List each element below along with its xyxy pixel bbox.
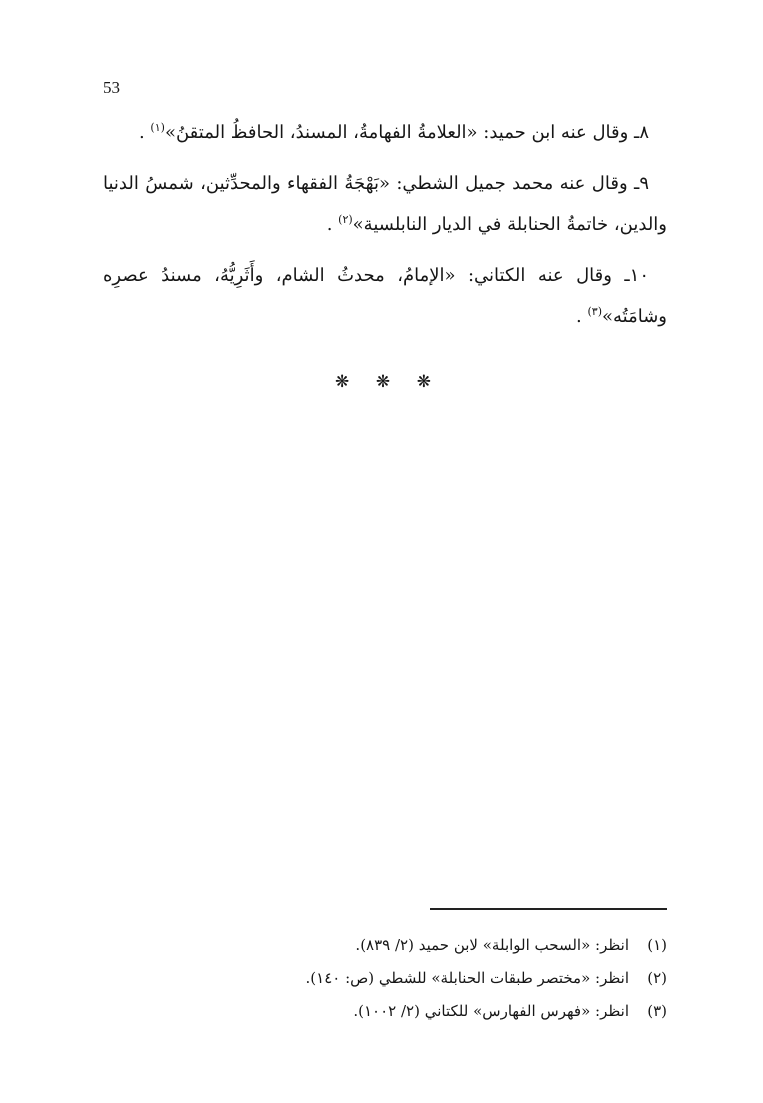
footnote (200, 995, 667, 1028)
footnote-text: انظر: «فهرس الفهارس» للكتاني (٢/ ١٠٠٢). (353, 1002, 629, 1020)
footnote-text: انظر: «السحب الوابلة» لابن حميد (٢/ ٨٣٩). (355, 936, 629, 954)
footnotes (200, 929, 667, 1028)
footnote-reference: (٣) (587, 305, 602, 318)
paragraph-text: ٨ـ وقال عنه ابن حميد: «العلامةُ الفهامةُ، المسندُ، الحافظُ المتقنُ» (164, 122, 649, 143)
separator-star-icon: ❋ (416, 372, 431, 392)
paragraph-8 (103, 112, 667, 153)
footnote-reference: (٢) (338, 213, 353, 226)
footnote-divider (430, 908, 667, 910)
footnote-number: (٣) (647, 1002, 667, 1020)
paragraph-10 (103, 255, 667, 337)
paragraph-text: ١٠ـ وقال عنه الكتاني: «الإمامُ، محدثُ الشام، وأَثَرِيُّهُ، مسندُ عصرِه وشامَتُه» (103, 265, 667, 327)
separator-star-icon: ❋ (375, 372, 391, 392)
section-separator (335, 372, 431, 392)
footnote (200, 929, 667, 962)
paragraph-end-mark: . (576, 306, 588, 327)
separator-star-icon: ❋ (335, 372, 350, 392)
footnote-number: (١) (647, 936, 667, 954)
paragraph-end-mark: . (326, 214, 339, 235)
body-text (103, 112, 667, 347)
footnote-reference: (١) (150, 121, 165, 134)
footnote-text: انظر: «مختصر طبقات الحنابلة» للشطي (ص: ١٤٠). (305, 969, 629, 987)
paragraph-end-mark: . (138, 122, 151, 143)
paragraph-text: ٩ـ وقال عنه محمد جميل الشطي: «بَهْجَةُ الفقهاء والمحدِّثين، شمسُ الدنيا والدين، خاتمةُ الحنابلة في الديار النابلسية» (103, 173, 667, 235)
paragraph-9 (103, 163, 667, 245)
footnote (200, 962, 667, 995)
page-number: 53 (103, 78, 120, 97)
footnote-number: (٢) (647, 969, 667, 987)
